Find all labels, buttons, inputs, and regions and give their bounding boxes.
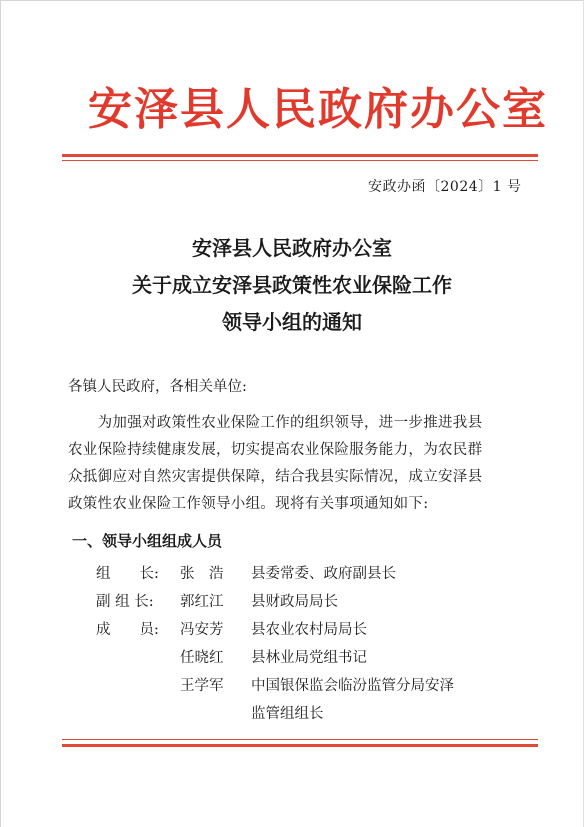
title-line-3: 领导小组的通知 [222,310,362,334]
paragraph-line: 为加强对政策性农业保险工作的组织领导，进一步推进我县 [68,415,483,431]
page-border-top [0,0,584,1]
document-title [80,230,504,341]
member-post: 县农业农村局局长 [251,622,367,638]
member-name: 郭红江 [180,594,224,610]
paragraph-line: 政策性农业保险工作领导小组。现将有关事项通知如下: [68,496,429,512]
member-post: 中国银保监会临汾监管分局安泽 [251,678,454,694]
section-heading: 一、领导小组组成人员 [72,532,223,550]
page-border-left [0,0,1,827]
header-divider-thin [62,160,538,161]
member-post: 县委常委、政府副县长 [251,566,396,582]
title-line-1: 安泽县人民政府办公室 [192,236,392,260]
member-role: 组 长: [96,566,159,582]
member-name: 王学军 [180,678,224,694]
header-divider-thick [62,154,538,157]
member-post: 县财政局局长 [251,594,338,610]
title-line-2: 关于成立安泽县政策性农业保险工作 [132,273,452,297]
member-post-continuation: 监管组组长 [251,706,324,722]
issuing-office-header: 安泽县人民政府办公室 [88,84,548,135]
member-name: 任晓红 [180,650,224,666]
member-post: 县林业局党组书记 [251,650,367,666]
document-number: 安政办函〔2024〕1 号 [368,179,522,195]
intro-paragraph [68,410,482,518]
member-role: 副 组 长: [96,594,154,610]
paragraph-line: 农业保险持续健康发展，切实提高农业保险服务能力，为农民群 [68,442,483,458]
salutation: 各镇人民政府，各相关单位: [68,379,247,395]
footer-divider-thick [62,744,538,747]
member-role: 成 员: [96,622,159,638]
footer-divider-thin [62,739,538,740]
member-name: 冯安芳 [180,622,224,638]
paragraph-line: 众抵御应对自然灾害提供保障，结合我县实际情况，成立安泽县 [68,469,483,485]
member-name: 张 浩 [180,566,224,582]
